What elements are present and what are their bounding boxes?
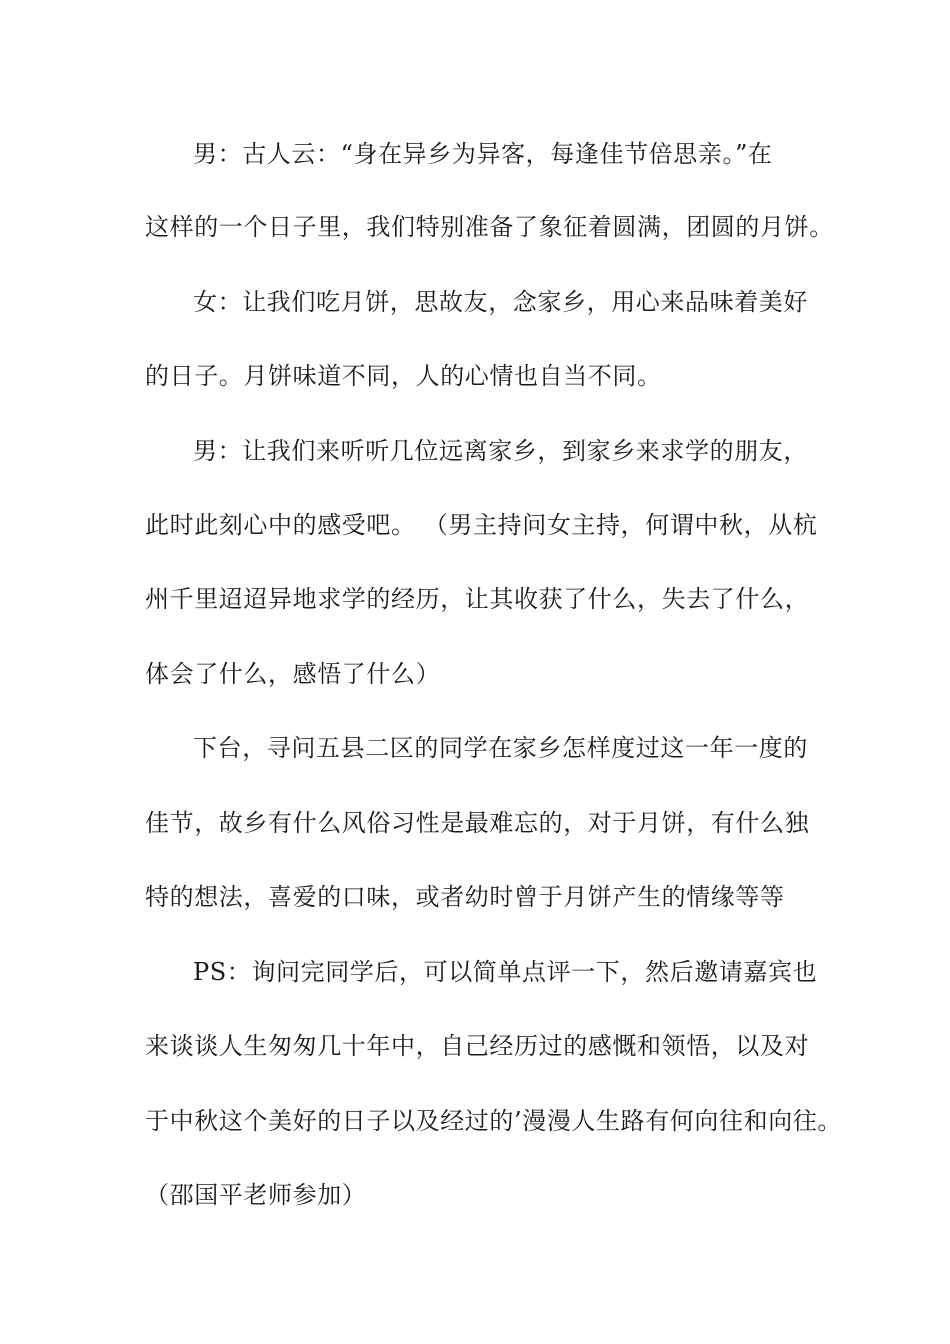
text-line: 佳节，故乡有什么风俗习性是最难忘的，对于月饼，有什么独	[145, 809, 810, 837]
text-line: PS：询问完同学后，可以简单点评一下，然后邀请嘉宾也	[193, 958, 818, 986]
text-line: 此时此刻心中的感受吧。 （男主持问女主持，何谓中秋，从杭	[145, 511, 818, 539]
text-line: 体会了什么，感悟了什么）	[145, 660, 441, 688]
text-line: 男：古人云：“身在异乡为异客，每逢佳节倍思亲。”在	[193, 140, 773, 168]
text-line: 特的想法，喜爱的口味，或者幼时曾于月饼产生的情缘等等	[145, 883, 785, 911]
text-line: 下台，寻问五县二区的同学在家乡怎样度过这一年一度的	[193, 734, 808, 762]
text-line: 于中秋这个美好的日子以及经过的’漫漫人生路有何向往和向往。	[145, 1107, 843, 1135]
text-line: 女：让我们吃月饼，思故友，念家乡，用心来品味着美好	[193, 288, 808, 316]
text-line: 州千里迢迢异地求学的经历，让其收获了什么，失去了什么，	[145, 585, 810, 613]
text-line: （邵国平老师参加）	[145, 1181, 367, 1209]
text-line: 这样的一个日子里，我们特别准备了象征着圆满，团圆的月饼。	[145, 213, 834, 241]
text-line: 来谈谈人生匆匆几十年中，自己经历过的感慨和领悟，以及对	[145, 1032, 810, 1060]
text-line: 的日子。月饼味道不同，人的心情也自当不同。	[145, 362, 662, 390]
text-line: 男：让我们来听听几位远离家乡，到家乡来求学的朋友，	[193, 437, 808, 465]
